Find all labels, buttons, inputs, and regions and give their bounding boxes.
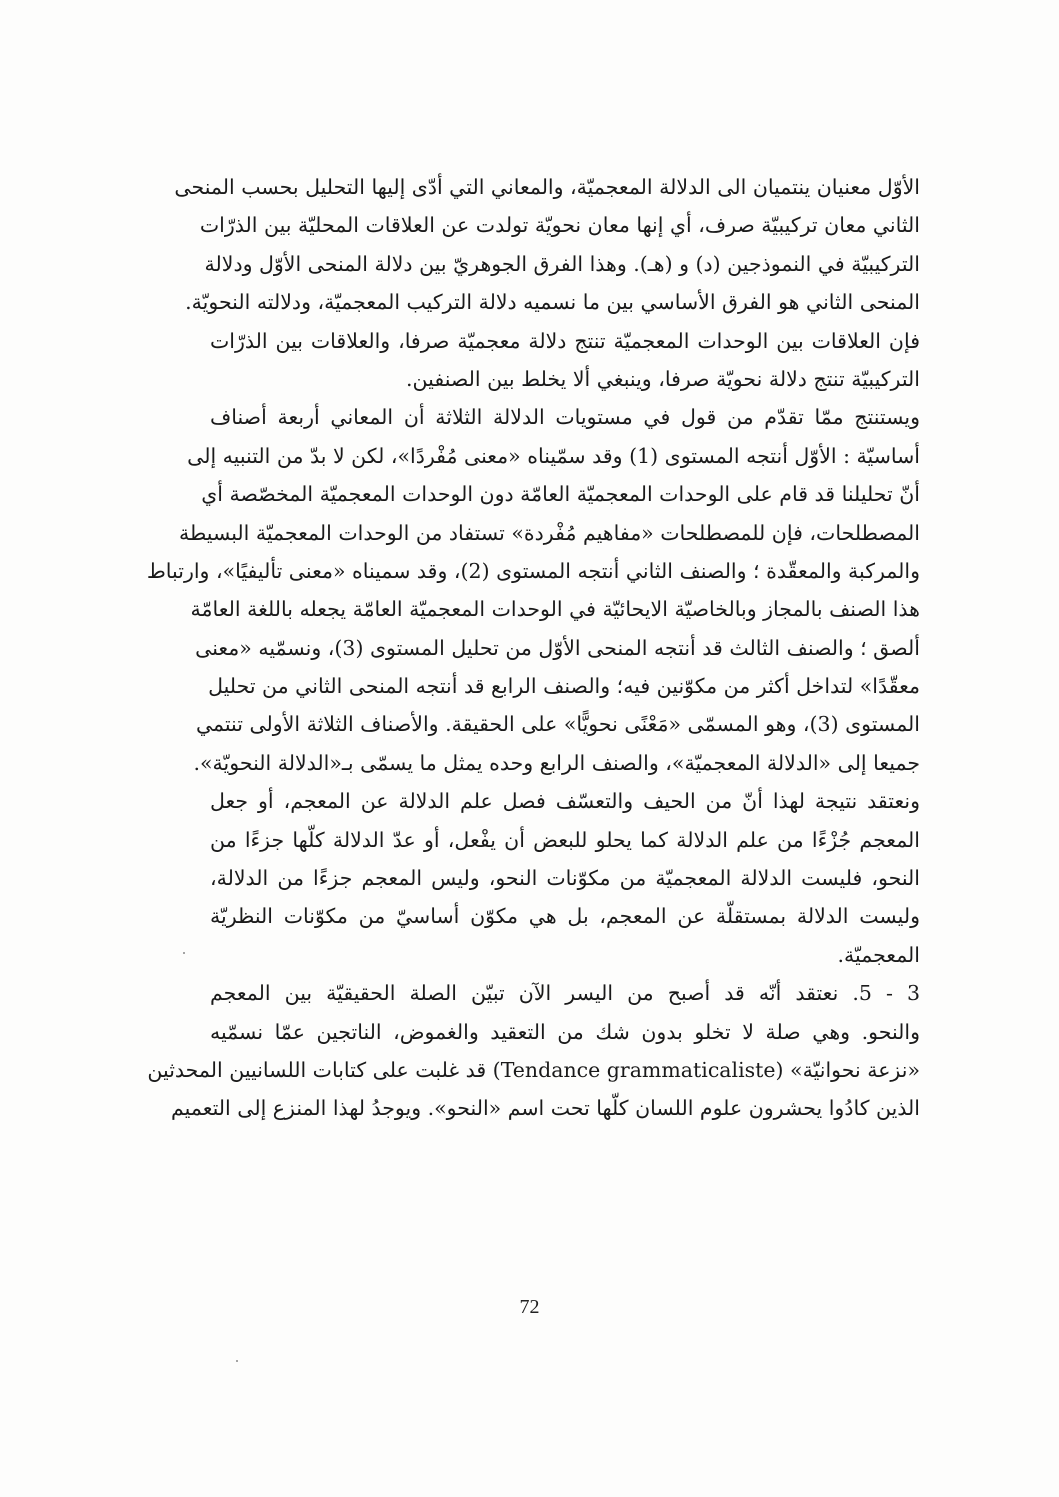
text-line: هذا الصنف بالمجاز وبالخاصيّة الايحائيّة في الوحدات المعجميّة العامّة يجعله باللغة العامّة <box>190 597 920 622</box>
body-text <box>146 168 920 1128</box>
text-line: التركيبيّة تنتج دلالة نحويّة صرفا، وينبغي ألا يخلط بين الصنفين. <box>406 366 920 391</box>
text-line: ويستنتج ممّا تقدّم من قول في مستويات الدلالة الثلاثة أن المعاني أربعة أصناف <box>210 405 920 430</box>
text-line: والمركبة والمعقّدة ؛ والصنف الثاني أنتجه المستوى (2)، وقد سميناه «معنى تأليفيًا»، وارتباط <box>146 558 920 583</box>
text-line: أساسيّة : الأوّل أنتجه المستوى (1) وقد سمّيناه «معنى مُفْردًا»، لكن لا بدّ من التنبيه إلى <box>187 443 920 468</box>
text-line: الأوّل معنيان ينتميان الى الدلالة المعجميّة، والمعاني التي أدّى إليها التحليل بحسب المنحى <box>174 175 920 199</box>
text-line: ألصق ؛ والصنف الثالث قد أنتجه المنحى الأوّل من تحليل المستوى (3)، ونسمّيه «معنى <box>195 635 920 660</box>
text-line: النحو، فليست الدلالة المعجميّة من مكوّنات النحو، وليس المعجم جزءًا من الدلالة، <box>210 866 920 891</box>
text-line: المستوى (3)، وهو المسمّى «مَعْنًى نحويًّا» على الحقيقة. والأصناف الثلاثة الأولى تنتمي <box>195 712 920 737</box>
paragraph <box>146 398 920 974</box>
text-line: والنحو. وهي صلة لا تخلو بدون شك من التعقيد والغموض، الناتجين عمّا نسمّيه <box>210 1019 920 1044</box>
text-line: المنحى الثاني هو الفرق الأساسي بين ما نسميه دلالة التركيب المعجميّة، ودلالته النحويّة. <box>185 290 920 315</box>
paragraph <box>147 974 920 1128</box>
page-number: 72 <box>519 1296 540 1318</box>
text-line: جميعا إلى «الدلالة المعجميّة»، والصنف الرابع وحده يمثل ما يسمّى بـ«الدلالة النحويّة». <box>193 750 920 775</box>
scan-speck <box>236 1360 238 1362</box>
text-line: أنّ تحليلنا قد قام على الوحدات المعجميّة العامّة دون الوحدات المعجميّة المخصّصة أي <box>201 482 920 507</box>
text-line: فإن العلاقات بين الوحدات المعجميّة تنتج دلالة معجميّة صرفا، والعلاقات بين الذرّات <box>210 328 920 353</box>
text-line: التركيبيّة في النموذجين (د) و (هـ). وهذا الفرق الجوهريّ بين دلالة المنحى الأوّل ودلالة <box>204 251 920 276</box>
scan-speck <box>183 952 185 954</box>
text-line: الثاني معان تركيبيّة صرف، أي إنها معان نحويّة تولدت عن العلاقات المحليّة بين الذرّات <box>199 213 920 238</box>
text-line: المصطلحات، فإن للمصطلحات «مفاهيم مُفْردة» تستفاد من الوحدات المعجميّة البسيطة <box>178 520 920 545</box>
text-line: وليست الدلالة بمستقلّة عن المعجم، بل هي مكوّن أساسيّ من مكوّنات النظريّة <box>210 904 920 929</box>
text-line: معقّدًا» لتداخل أكثر من مكوّنين فيه؛ والصنف الرابع قد أنتجه المنحى الثاني من تحليل <box>208 674 920 699</box>
text-line: الذين كادُوا يحشرون علوم اللسان كلّها تحت اسم «النحو». ويوجدُ لهذا المنزع إلى التعميم <box>171 1096 920 1121</box>
paragraph <box>174 168 920 398</box>
text-line: ونعتقد نتيجة لهذا أنّ من الحيف والتعسّف فصل علم الدلالة عن المعجم، أو جعل <box>210 789 920 814</box>
text-line: 3 - 5. نعتقد أنّه قد أصبح من اليسر الآن تبيّن الصلة الحقيقيّة بين المعجم <box>210 981 920 1006</box>
text-line: المعجم جُزْءًا من علم الدلالة كما يحلو للبعض أن يفْعل، أو عدّ الدلالة كلّها جزءًا من <box>210 827 920 852</box>
text-line: المعجميّة. <box>837 942 920 967</box>
text-line: «نزعة نحوانيّة» (Tendance grammaticaliste) قد غلبت على كتابات اللسانيين المحدثين <box>147 1057 920 1082</box>
